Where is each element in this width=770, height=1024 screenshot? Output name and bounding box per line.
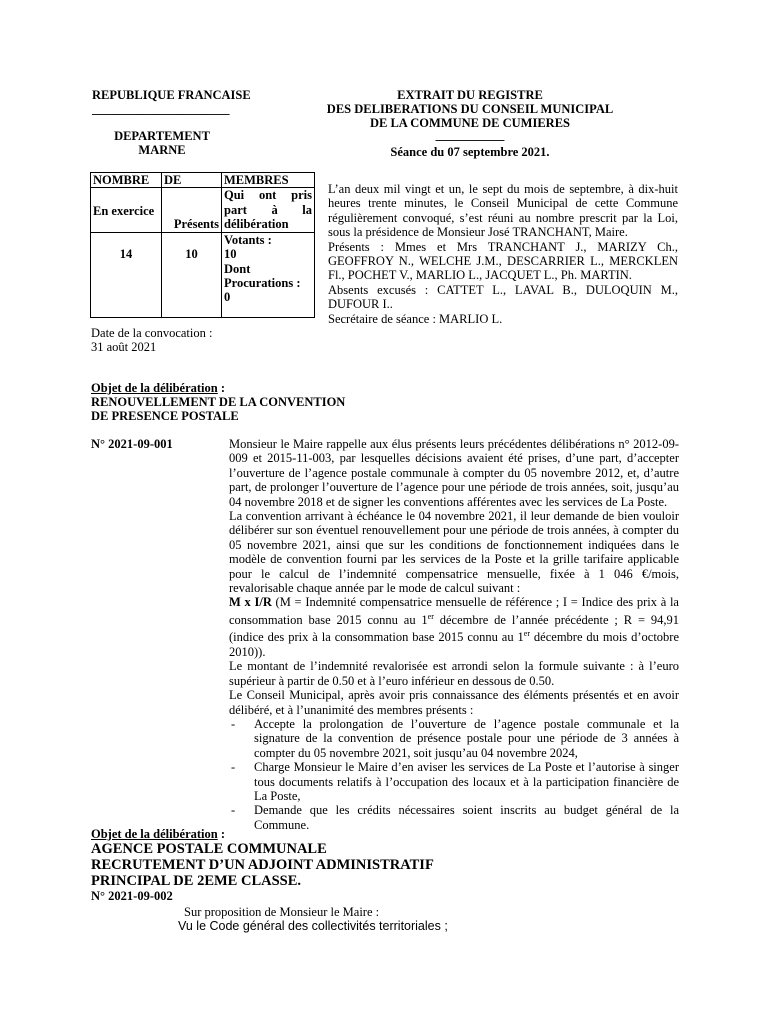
objet-label: Objet de la délibération [91,381,218,395]
objet-colon: : [217,827,226,841]
departement-label: DEPARTEMENT [114,129,210,143]
col-membres: MEMBRES [222,173,315,188]
votants-value: 10 [224,247,237,262]
label-en-exercice [91,188,162,232]
intro-paragraph: L’an deux mil vingt et un, le sept du mois de septembre, à dix-huit heures trente minutes, le Conseil Municipal de cette Commune régulièrement convoqué, s’est réuni au nombre prescrit par la Loi, sous la présidence de Monsieur José TRANCHANT, Maire. [328,182,678,240]
deliberations-title: DES DELIBERATIONS DU CONSEIL MUNICIPAL [326,102,614,116]
seance-date: Séance du 07 septembre 2021. [390,145,550,159]
deliberation-1-number: N° 2021-09-001 [91,437,173,451]
deliberation-2-line2: Vu le Code général des collectivités territoriales ; [178,919,448,933]
decision-item: - Demande que les crédits nécessaires soient inscrits au budget général de la Commune. [229,803,679,832]
deliberation-1-p4: Le Conseil Municipal, après avoir pris connaissance des éléments présentés et en avoir délibéré, et à l’unanimité des membres présents : [229,688,679,717]
objet-label: Objet de la délibération [91,827,218,841]
decision-item: - Accepte la prolongation de l’ouverture de l’agence postale communale et la signature de la convention de présence postale pour une période de 3 années à compter du 05 novembre 2021, soit jusqu’au 04 novembre 2024, [229,717,679,760]
deliberation-2-line1: Sur proposition de Monsieur le Maire : [184,905,380,919]
value-exercice: 14 [91,232,162,317]
deliberation-1-p1: Monsieur le Maire rappelle aux élus présents leurs précédentes délibérations n° 2012-09-009 et 2015-11-003, par lesquelles décisions avaient été prises, d’une part, d’accepter l’ouverture de l’agence postale communale à compter du 05 novembre 2012, et, d’autre part, de prolonger l’ouverture de l’agence pour une période de trois années, soit, jusqu’au 04 novembre 2018 et de signer les conventions afférentes avec les services de La Poste. [229,437,679,509]
value-presents: 10 [162,232,222,317]
formula-part-c: décembre du mois d’octobre 2010)). [229,630,679,659]
dont-label: Dont [224,261,251,276]
convocation-label: Date de la convocation : [91,326,213,340]
departement-name: MARNE [138,143,186,157]
absents-list: Absents excusés : CATTET L., LAVAL B., DULOQUIN M., DUFOUR I.. [328,282,678,312]
formula-sup-1: er [427,611,434,621]
col-nombre: NOMBRE [91,173,162,188]
label-presents: Présents [162,188,222,232]
votants-label: Votants : [224,232,272,247]
procurations-label: Procurations : [224,276,301,291]
objet-heading-1 [91,381,225,396]
header-left-rule: ______________________ [92,102,230,116]
objet-heading-2 [91,827,225,842]
deliberation-2-title-line3: PRINCIPAL DE 2EME CLASSE. [91,873,302,889]
deliberation-1-decisions [229,717,679,832]
deliberation-1-body [229,437,679,832]
deliberation-1-p2: La convention arrivant à échéance le 04 novembre 2021, il leur demande de bien vouloir délibérer sur son éventuel renouvellement pour une période de trois années, à compter du 05 novembre 2021, ainsi que sur les conditions de fonctionnement indiquées dans le modèle de convention fourni par les services de la Poste et la grille tarifaire applicable pour le calcul de l’indemnité compensatrice mensuelle, fixée à 1 046 €/mois, revalorisable chaque année par le mode de calcul suivant : [229,509,679,596]
deliberation-1-title-line1: RENOUVELLEMENT DE LA CONVENTION [91,395,346,409]
deliberation-2-number: N° 2021-09-002 [91,889,173,903]
republique-francaise: REPUBLIQUE FRANCAISE [92,88,251,102]
deliberation-1-p3: Le montant de l’indemnité revalorisée est arrondi selon la formule suivante : à l’euro supérieur à partir de 0.50 et à l’euro inférieur en dessous de 0.50. [229,659,679,688]
formula-part-a: (M = Indemnité compensatrice mensuelle de référence ; I = Indice des prix à la consommation base 2015 connu au 1 [229,595,679,628]
deliberation-1-title-line2: DE PRESENCE POSTALE [91,409,239,423]
formula-sup-2: er [523,629,530,639]
presents-list: Présents : Mmes et Mrs TRANCHANT J., MARIZY Ch., GEOFFROY N., WELCHE J.M., DESCARRIER L., MERCKLEN Fl., POCHET V., MARLIO L., JACQUET L., Ph. MARTIN. [328,239,678,283]
label-qui-ont-pris-part: Qui ont pris part à la délibération [222,188,315,232]
formula-bold: M x I/R [229,595,272,610]
decision-item: - Charge Monsieur le Maire d’en aviser les services de La Poste et l’autorise à singer tous documents relatifs à l’occupation des locaux et à la participation financière de La Poste, [229,760,679,803]
members-count-table [90,172,315,318]
secretaire-seance: Secrétaire de séance : MARLIO L. [328,311,503,326]
convocation-date: 31 août 2021 [91,340,157,354]
deliberation-2-title-line1: AGENCE POSTALE COMMUNALE [91,841,327,857]
deliberation-1-formula [229,595,679,659]
en-exercice-text: En exercice [93,204,155,219]
deliberation-2-title-line2: RECRUTEMENT D’UN ADJOINT ADMINISTRATIF [91,857,434,873]
objet-colon: : [217,381,226,395]
header-right-rule: ___________ [435,128,505,142]
procurations-value: 0 [224,290,231,305]
extrait-du-registre: EXTRAIT DU REGISTRE [397,88,543,102]
formula-part-b: décembre de l’année précédente ; R = 94,91 (indice des prix à la consommation base 2015 connu au 1 [229,613,679,645]
seance-intro [328,182,678,326]
commune-name: DE LA COMMUNE DE CUMIERES [369,116,570,130]
votants-cell [222,232,315,317]
col-de: DE [162,173,222,188]
